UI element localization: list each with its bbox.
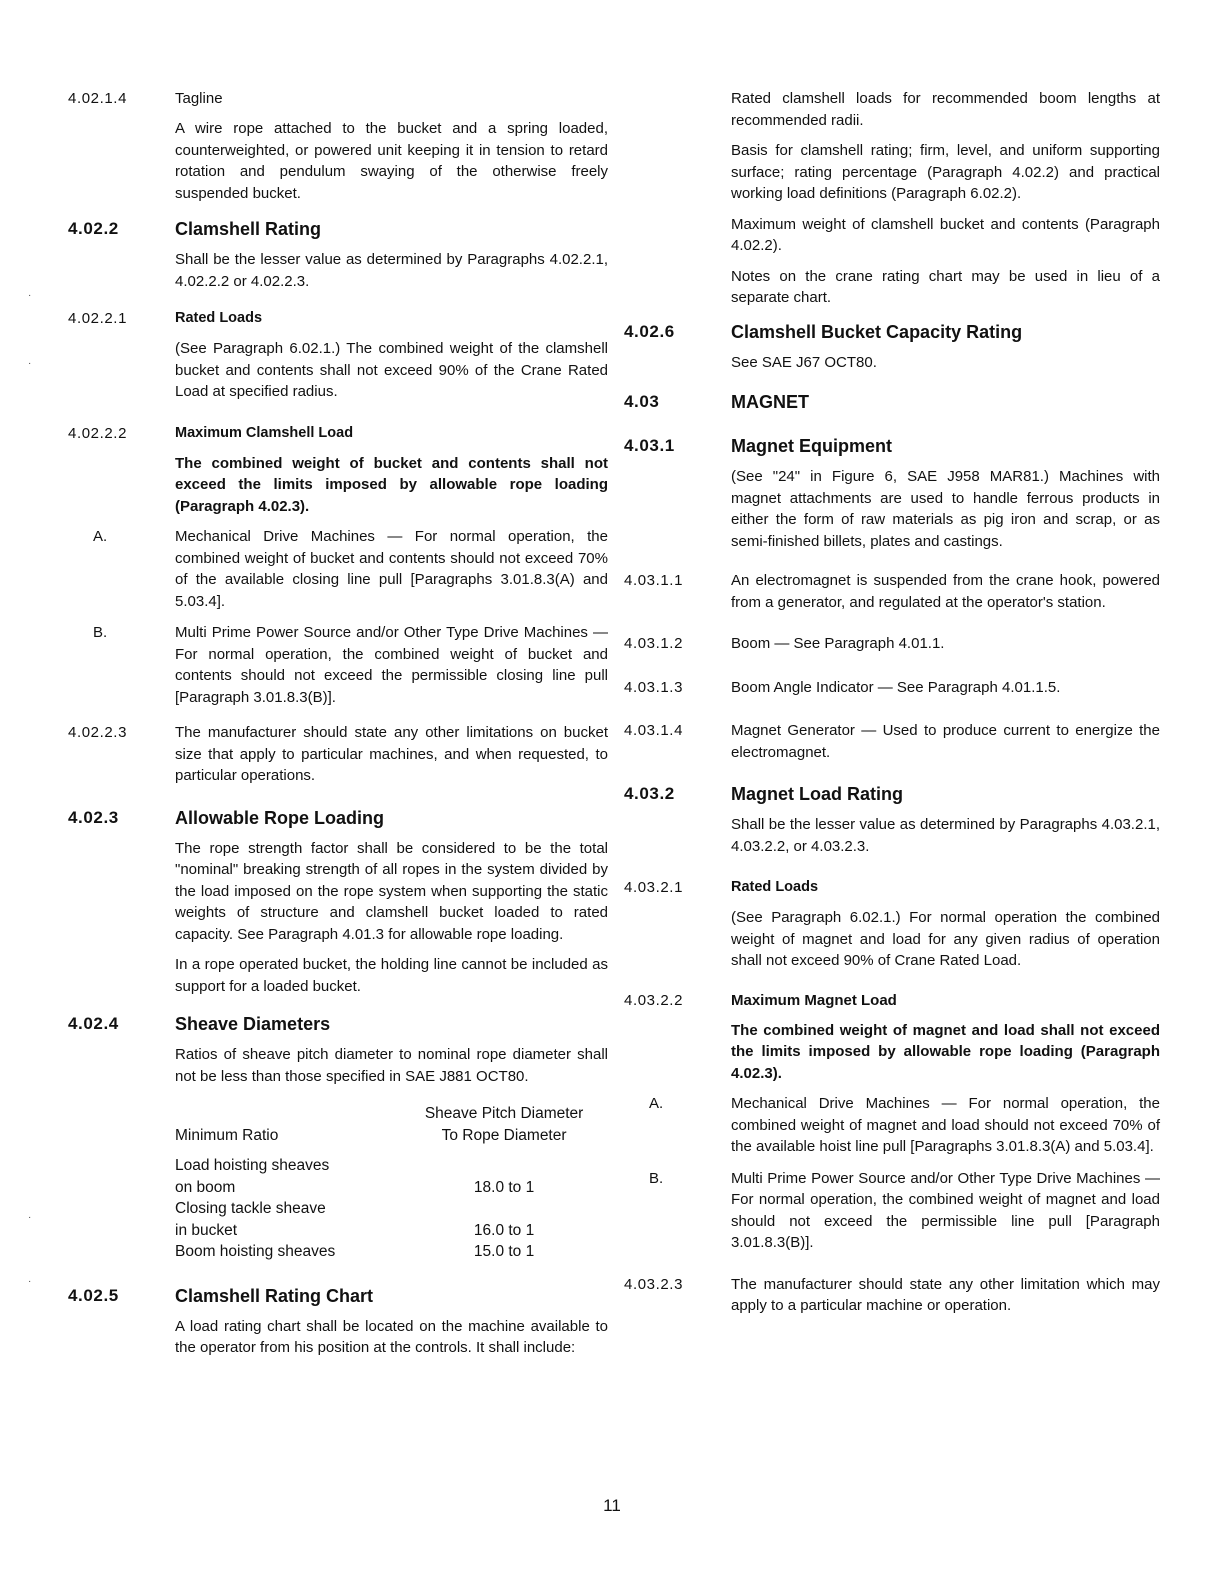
section-4-03-1: [624, 435, 1160, 552]
section-text: Boom Angle Indicator — See Paragraph 4.01.1.5.: [731, 678, 1061, 696]
list-item-a: [68, 526, 608, 612]
section-number: 4.02.2.1: [68, 310, 128, 327]
section-number: 4.03.1: [624, 436, 675, 455]
table-cell: 18.0 to 1: [473, 1178, 535, 1196]
section-number: 4.02.2.2: [68, 424, 128, 442]
section-number: 4.02.1.4: [68, 90, 128, 107]
table-row: [175, 1198, 608, 1241]
section-text: A load rating chart shall be located on the machine available to the operator from his position at the controls. It shall include:: [175, 1317, 608, 1356]
row-label: on boom: [175, 1178, 236, 1196]
section-title: Rated Loads: [175, 310, 263, 326]
left-column: [68, 88, 608, 1359]
list-letter: A.: [649, 1095, 664, 1112]
section-4-02-2: [68, 218, 608, 292]
section-title: Rated Loads: [731, 879, 819, 895]
section-4-03-1-4: [624, 720, 1160, 763]
table-header-line: Sheave Pitch Diameter: [424, 1105, 584, 1122]
scan-mark: ·: [28, 1276, 32, 1287]
section-text: Shall be the lesser value as determined by Paragraphs 4.02.2.1, 4.02.2.2 or 4.02.2.3.: [175, 251, 608, 290]
section-number: 4.03: [624, 392, 660, 411]
section-4-03: [624, 391, 1160, 413]
list-text: Mechanical Drive Machines — For normal operation, the combined weight of bucket and contents should not exceed 70% of the available closing line pull [Paragraphs 3.01.8.3(A) and 5.03.4].: [175, 528, 608, 610]
section-number: 4.02.5: [68, 1285, 119, 1305]
list-item-b: [624, 1168, 1160, 1254]
scan-mark: ·: [28, 358, 32, 369]
section-title: Clamshell Rating Chart: [175, 1285, 374, 1306]
table-header-line: To Rope Diameter: [441, 1126, 567, 1144]
section-text: (See Paragraph 6.02.1.) For normal operation the combined weight of magnet and load for any given radius of operation shall not exceed 90% of Crane Rated Load.: [731, 909, 1160, 969]
section-number: 4.03.1.2: [624, 635, 684, 652]
section-number: 4.03.2: [624, 784, 675, 803]
section-title: Sheave Diameters: [175, 1014, 331, 1034]
section-number: 4.02.3: [68, 807, 119, 827]
list-text: Mechanical Drive Machines — For normal operation, the combined weight of magnet and load should not exceed 70% of the available hoist line pull [Paragraphs 3.01.8.3(A) and 5.03.4].: [731, 1095, 1160, 1155]
section-number: 4.03.1.3: [624, 678, 684, 696]
section-text: See SAE J67 OCT80.: [731, 353, 877, 371]
section-number: 4.02.6: [624, 321, 675, 341]
section-number: 4.03.1.4: [624, 722, 684, 739]
page-number: 11: [603, 1496, 621, 1515]
section-4-02-3: [68, 807, 608, 998]
section-number: 4.02.2: [68, 219, 119, 238]
list-letter: B.: [649, 1169, 664, 1187]
chart-content-item: Notes on the crane rating chart may be used in lieu of a separate chart.: [731, 267, 1160, 306]
row-label: Closing tackle sheave: [175, 1200, 326, 1217]
section-4-02-2-3: [68, 722, 608, 787]
section-title: Magnet Load Rating: [731, 784, 903, 804]
section-text: Boom — See Paragraph 4.01.1.: [731, 635, 945, 652]
section-4-02-1-4: [68, 88, 608, 204]
sheave-ratio-table: [175, 1103, 608, 1263]
chart-content-item: Basis for clamshell rating; firm, level, and uniform supporting surface; rating percentage (Paragraph 4.02.2) and practical working load definitions (Paragraph 6.02.2).: [731, 142, 1160, 202]
list-letter: A.: [93, 528, 108, 545]
section-4-02-2-2: [68, 423, 608, 518]
section-text: (See Paragraph 6.02.1.) The combined weight of the clamshell bucket and contents shall not exceed 90% of the Crane Rated Load at specified radius.: [175, 340, 608, 400]
section-title: Maximum Magnet Load: [731, 991, 897, 1009]
section-text-bold: The combined weight of bucket and contents shall not exceed the limits imposed by allowable rope loading (Paragraph 4.02.3).: [175, 454, 608, 515]
chart-content-item: Maximum weight of clamshell bucket and contents (Paragraph 4.02.2).: [731, 215, 1160, 254]
row-label: Load hoisting sheaves: [175, 1157, 330, 1174]
section-4-02-4: [68, 1013, 608, 1263]
table-cell: 16.0 to 1: [473, 1221, 535, 1239]
list-item-a: [624, 1093, 1160, 1158]
section-number: 4.02.2.3: [68, 724, 128, 741]
rating-chart-continuation: [624, 88, 1160, 309]
section-title: Clamshell Rating: [175, 219, 322, 239]
table-cell: [175, 1198, 400, 1241]
section-title: Magnet Equipment: [731, 436, 892, 456]
table-cell: Boom hoisting sheaves: [175, 1243, 336, 1260]
right-column: [624, 88, 1160, 1317]
section-text: In a rope operated bucket, the holding line cannot be included as support for a loaded bucket.: [175, 956, 608, 995]
section-text: (See "24" in Figure 6, SAE J958 MAR81.) Machines with magnet attachments are used to handle ferrous products in either the form of raw materials as pig iron and scrap, or as semi-finished billets, plates and castings.: [731, 468, 1160, 550]
section-4-03-1-2: [624, 633, 1160, 655]
table-header-row: [175, 1103, 608, 1146]
section-title: Maximum Clamshell Load: [175, 424, 354, 441]
table-row: [175, 1241, 608, 1263]
section-4-03-2-3: [624, 1274, 1160, 1317]
section-text: Magnet Generator — Used to produce current to energize the electromagnet.: [731, 722, 1160, 761]
section-title: Tagline: [175, 90, 223, 107]
row-label: in bucket: [175, 1221, 238, 1239]
section-title: MAGNET: [731, 392, 809, 412]
section-4-03-2: [624, 783, 1160, 857]
scan-mark: ·: [28, 290, 32, 301]
list-text: Multi Prime Power Source and/or Other Type Drive Machines — For normal operation, the combined weight of bucket and contents should not exceed the permissible closing line pull [Paragraph 3.01.8.3(B)].: [175, 624, 608, 706]
section-4-02-5: [68, 1285, 608, 1359]
section-title: Allowable Rope Loading: [175, 807, 385, 828]
section-text: An electromagnet is suspended from the crane hook, powered from a generator, and regulated at the operator's station.: [731, 572, 1160, 611]
section-title: Clamshell Bucket Capacity Rating: [731, 321, 1023, 342]
list-text: Multi Prime Power Source and/or Other Type Drive Machines — For normal operation, the combined weight of magnet and load should not exceed the permissible line pull [Paragraph 3.01.8.3(B)].: [731, 1169, 1160, 1251]
section-number: 4.03.1.1: [624, 572, 684, 589]
table-cell: 15.0 to 1: [473, 1243, 535, 1260]
section-text: Ratios of sheave pitch diameter to nominal rope diameter shall not be less than those specified in SAE J881 OCT80.: [175, 1046, 608, 1085]
section-number: 4.03.2.3: [624, 1275, 684, 1293]
table-row: [175, 1155, 608, 1198]
section-text: A wire rope attached to the bucket and a spring loaded, counterweighted, or powered unit keeping it in tension to retard rotation and pendulum swaying of the otherwise freely suspended bucket.: [175, 120, 608, 202]
section-4-03-1-3: [624, 677, 1160, 699]
section-text: The rope strength factor shall be considered to be the total "nominal" breaking strength of all ropes in the system divided by the load imposed on the rope system when supporting the static weights of structure and clamshell bucket loaded to rated capacity. See Paragraph 4.01.3 for allowable rope loading.: [175, 839, 608, 943]
section-4-02-2-1: [68, 308, 608, 403]
section-number: 4.02.4: [68, 1014, 119, 1033]
section-4-03-2-1: [624, 877, 1160, 972]
scan-mark: ·: [28, 1212, 32, 1223]
list-letter: B.: [93, 624, 108, 641]
section-text: Shall be the lesser value as determined by Paragraphs 4.03.2.1, 4.03.2.2, or 4.03.2.3.: [731, 816, 1160, 855]
table-header: [400, 1103, 608, 1146]
table-cell: [175, 1155, 400, 1198]
section-text: The manufacturer should state any other limitations on bucket size that apply to particular machines, and when requested, to particular operations.: [175, 724, 608, 784]
section-number: 4.03.2.1: [624, 879, 684, 896]
table-header: Minimum Ratio: [175, 1126, 279, 1144]
section-text-bold: The combined weight of magnet and load shall not exceed the limits imposed by allowable rope loading (Paragraph 4.02.3).: [731, 1021, 1160, 1082]
chart-content-item: Rated clamshell loads for recommended boom lengths at recommended radii.: [731, 90, 1160, 129]
section-4-02-6: [624, 321, 1160, 374]
section-4-03-1-1: [624, 570, 1160, 613]
section-text: The manufacturer should state any other limitation which may apply to a particular machine or operation.: [731, 1275, 1160, 1314]
list-item-b: [68, 622, 608, 708]
section-4-03-2-2: [624, 990, 1160, 1085]
section-number: 4.03.2.2: [624, 991, 684, 1009]
